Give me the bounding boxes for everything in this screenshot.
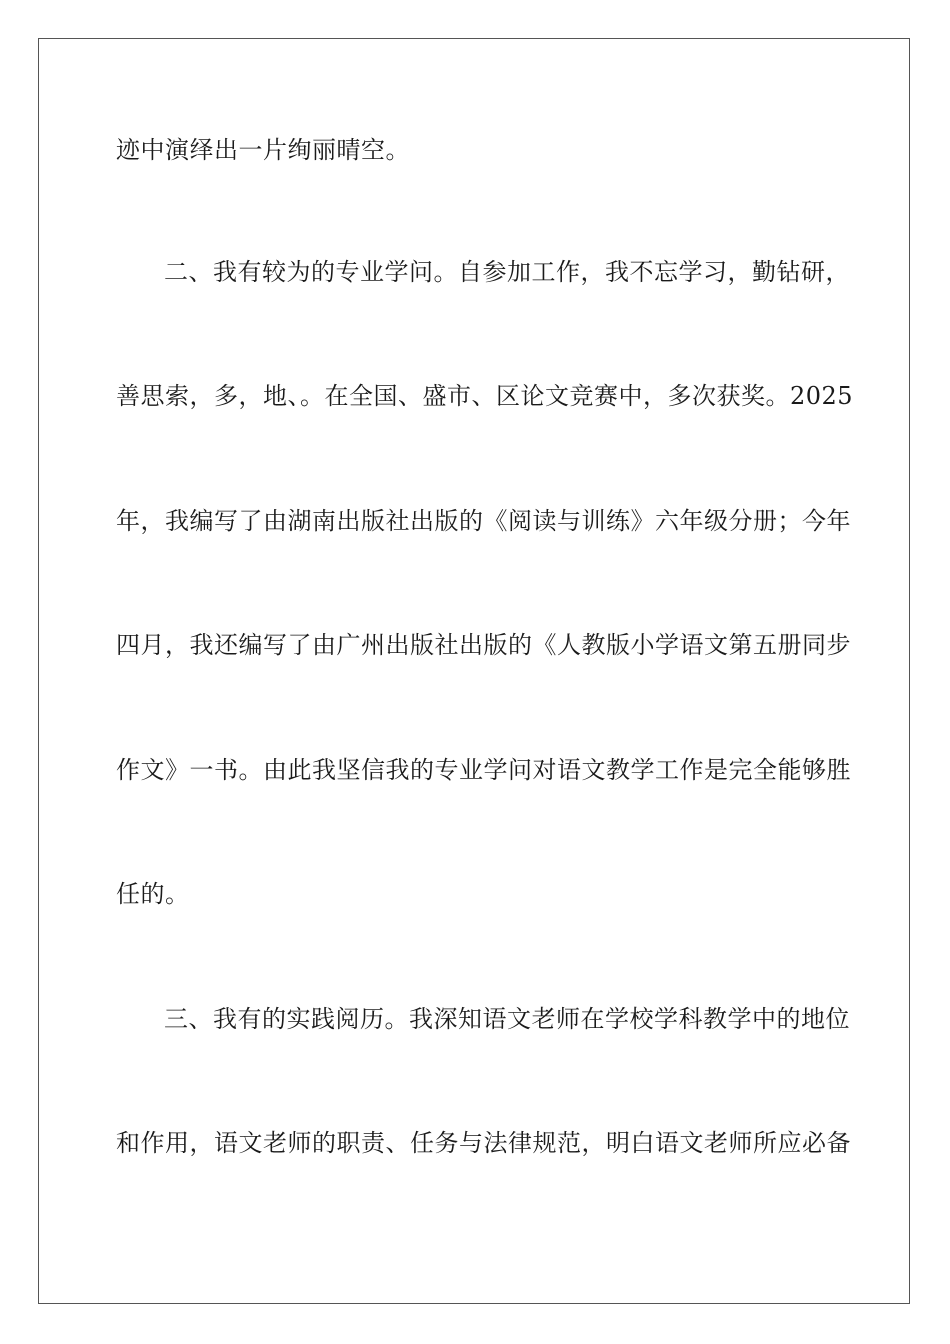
text-line-8: 三、我有的实践阅历。我深知语文老师在学校学科教学中的地位	[164, 1005, 850, 1033]
page-border	[38, 38, 910, 1304]
text-line-2: 二、我有较为的专业学问。自参加工作，我不忘学习，勤钻研，	[164, 258, 850, 286]
text-line-9: 和作用，语文老师的职责、任务与法律规范，明白语文老师所应必备	[116, 1129, 851, 1157]
text-line-7: 任的。	[116, 880, 190, 908]
text-line-6: 作文》一书。由此我坚信我的专业学问对语文教学工作是完全能够胜	[116, 756, 851, 784]
text-line-1: 迹中演绎出一片绚丽晴空。	[116, 136, 410, 164]
text-line-5: 四月，我还编写了由广州出版社出版的《人教版小学语文第五册同步	[116, 631, 851, 659]
text-line-3: 善思索，多，地、。在全国、盛市、区论文竞赛中，多次获奖。2025	[116, 382, 854, 410]
text-line-4: 年，我编写了由湖南出版社出版的《阅读与训练》六年级分册；今年	[116, 507, 851, 535]
